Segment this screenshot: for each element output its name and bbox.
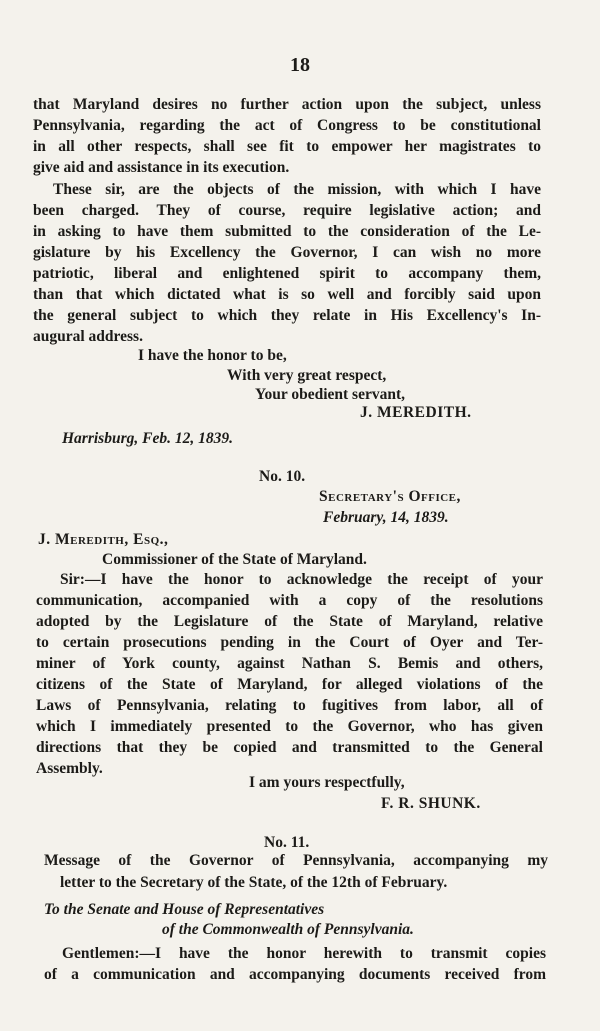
- text-line: Sir:—I have the honor to acknowledge the receipt of your: [60, 571, 543, 588]
- text-line: in asking to have them submitted to the consideration of the Le-: [33, 223, 541, 240]
- letter-date: February, 14, 1839.: [323, 509, 449, 526]
- text-line: miner of York county, against Nathan S. Bemis and others,: [36, 655, 543, 672]
- text-line: Pennsylvania, regarding the act of Congress to be constitutional: [33, 117, 541, 134]
- salutation-line: of the Commonwealth of Pennsylvania.: [162, 921, 414, 938]
- signature: J. MEREDITH.: [360, 404, 472, 421]
- text-line: give aid and assistance in its execution.: [33, 159, 290, 176]
- addressee: J. Meredith, Esq.,: [38, 531, 169, 548]
- office-heading: Secretary's Office,: [319, 488, 461, 505]
- message-heading-line: Message of the Governor of Pennsylvania, accompanying my: [44, 852, 548, 869]
- text-line: gislature by his Excellency the Governor, I can wish no more: [33, 244, 541, 261]
- page-number: 18: [290, 54, 310, 76]
- signature: F. R. SHUNK.: [381, 795, 481, 812]
- document-number: No. 10.: [259, 468, 306, 485]
- text-line: been charged. They of course, require legislative action; and: [33, 202, 541, 219]
- text-line: which I immediately presented to the Governor, who has given: [36, 718, 543, 735]
- text-line: to certain prosecutions pending in the Court of Oyer and Ter-: [36, 634, 543, 651]
- text-line: than that which dictated what is so well and forcibly said upon: [33, 286, 541, 303]
- closing-line: Your obedient servant,: [255, 386, 405, 403]
- text-line: the general subject to which they relate in His Excellency's In-: [33, 307, 541, 324]
- document-number: No. 11.: [264, 834, 310, 851]
- message-heading-line: letter to the Secretary of the State, of the 12th of February.: [60, 874, 448, 891]
- text-line: patriotic, liberal and enlightened spirit to accompany them,: [33, 265, 541, 282]
- text-line: communication, accompanied with a copy of the resolutions: [36, 592, 543, 609]
- text-line: of a communication and accompanying documents received from: [44, 966, 546, 983]
- text-line: Assembly.: [36, 760, 103, 777]
- text-line: adopted by the Legislature of the State of Maryland, relative: [36, 613, 543, 630]
- dateline: Harrisburg, Feb. 12, 1839.: [62, 430, 233, 447]
- closing-line: I am yours respectfully,: [249, 774, 405, 791]
- text-line: Laws of Pennsylvania, relating to fugitives from labor, all of: [36, 697, 543, 714]
- text-line: citizens of the State of Maryland, for alleged violations of the: [36, 676, 543, 693]
- text-line: Gentlemen:—I have the honor herewith to transmit copies: [62, 945, 546, 962]
- closing-line: I have the honor to be,: [138, 347, 287, 364]
- salutation-line: To the Senate and House of Representatives: [44, 901, 325, 918]
- addressee-title: Commissioner of the State of Maryland.: [102, 551, 367, 568]
- text-line: directions that they be copied and transmitted to the General: [36, 739, 543, 756]
- text-line: augural address.: [33, 328, 143, 345]
- closing-line: With very great respect,: [227, 367, 387, 384]
- text-line: in all other respects, shall see fit to empower her magistrates to: [33, 138, 541, 155]
- text-line: that Maryland desires no further action upon the subject, unless: [33, 96, 541, 113]
- text-line: These sir, are the objects of the mission, with which I have: [53, 181, 541, 198]
